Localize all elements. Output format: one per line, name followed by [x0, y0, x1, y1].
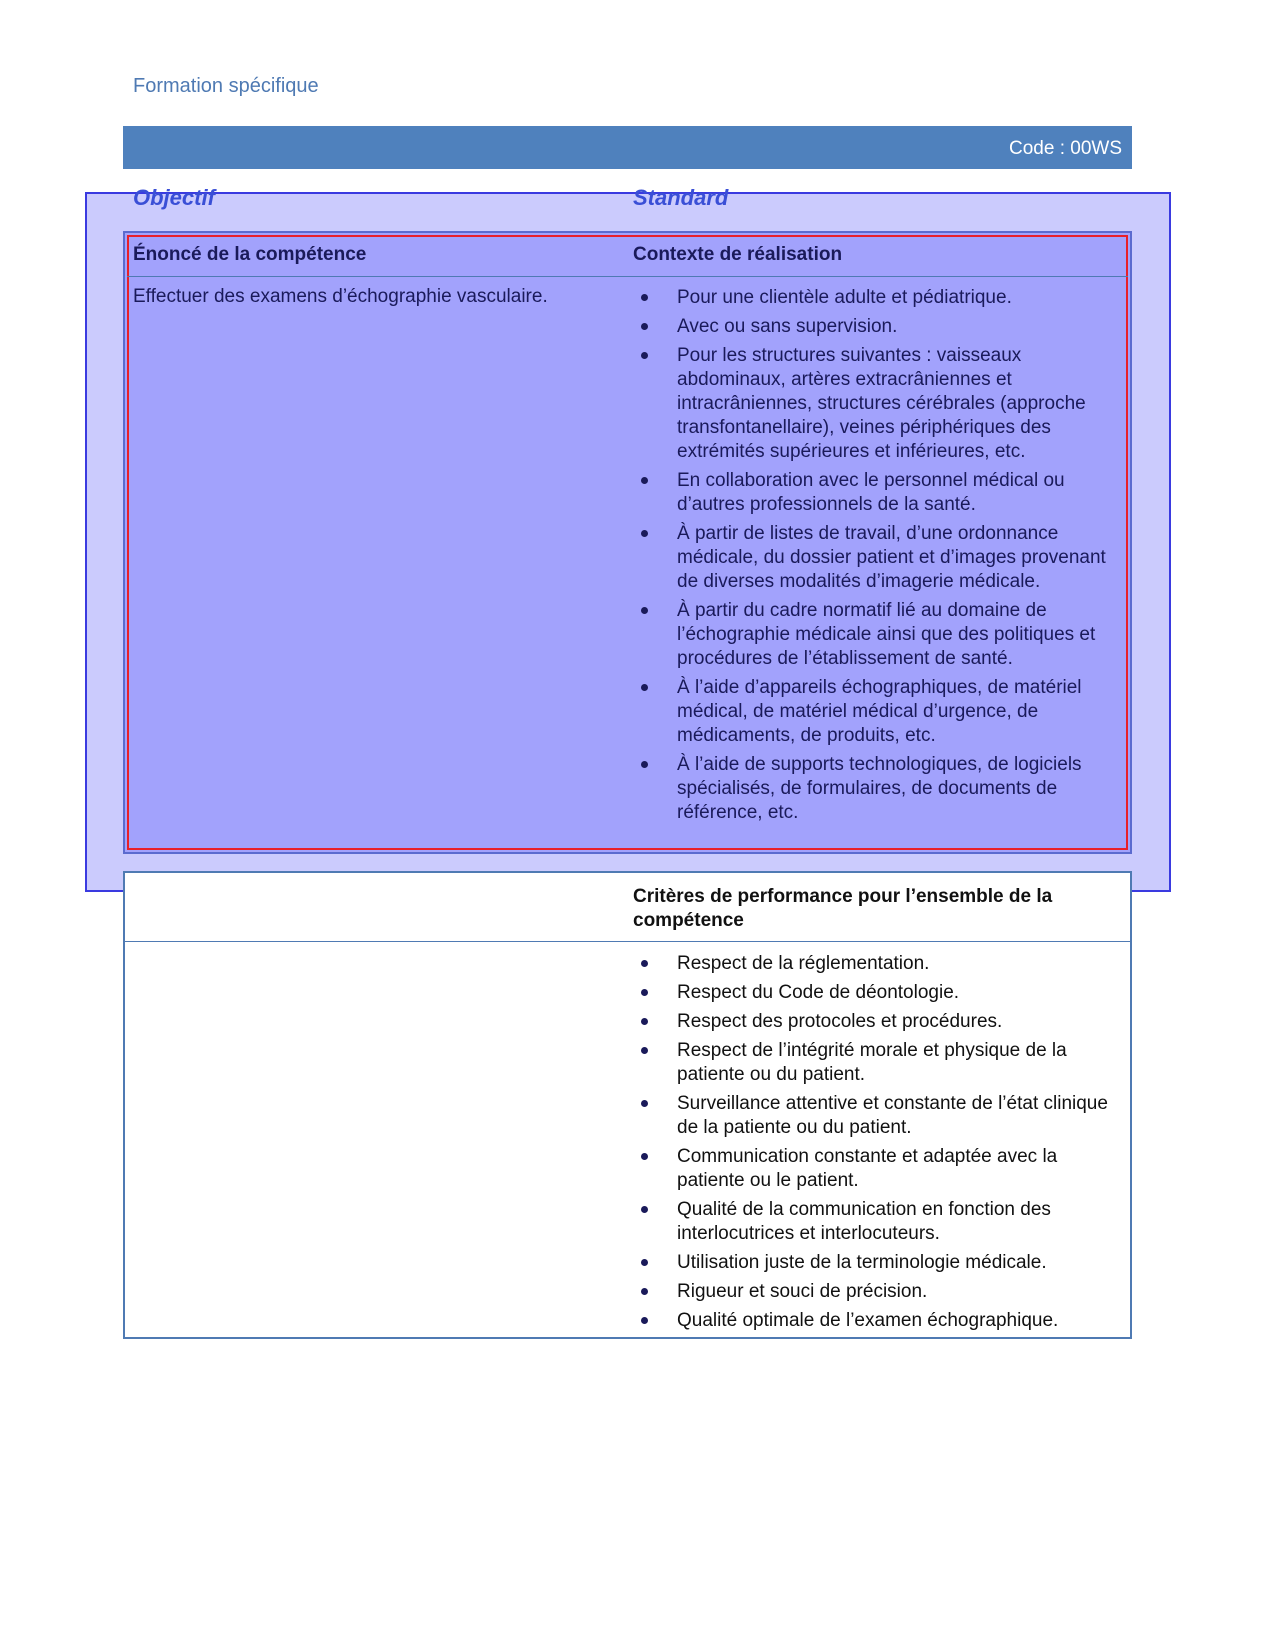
list-item: Utilisation juste de la terminologie médicale. [635, 1251, 1125, 1275]
performance-criteria-list [635, 952, 1125, 1338]
list-item: À l’aide d’appareils échographiques, de matériel médical, de matériel médical d’urgence, de médicaments, de produits, etc. [635, 676, 1125, 748]
bullet-icon [641, 294, 648, 301]
competency-code: Code : 00WS [1009, 138, 1122, 159]
list-item: Communication constante et adaptée avec la patiente ou le patient. [635, 1145, 1125, 1193]
table-header-divider [127, 276, 1128, 277]
context-header: Contexte de réalisation [633, 244, 843, 265]
list-item: Avec ou sans supervision. [635, 315, 1125, 339]
list-item: Pour une clientèle adulte et pédiatrique. [635, 286, 1125, 310]
list-item: Qualité de la communication en fonction des interlocutrices et interlocuteurs. [635, 1198, 1125, 1246]
bullet-icon [641, 323, 648, 330]
context-list [635, 286, 1125, 830]
bullet-icon [641, 352, 648, 359]
criteria-header-divider [125, 941, 1130, 942]
bullet-icon [641, 761, 648, 768]
list-item: Surveillance attentive et constante de l’état clinique de la patiente ou du patient. [635, 1092, 1125, 1140]
bullet-icon [641, 960, 648, 967]
bullet-icon [641, 607, 648, 614]
bullet-icon [641, 684, 648, 691]
list-item: Rigueur et souci de précision. [635, 1280, 1125, 1304]
bullet-icon [641, 477, 648, 484]
bullet-icon [641, 1206, 648, 1213]
list-item: Respect de l’intégrité morale et physique de la patiente ou du patient. [635, 1039, 1125, 1087]
list-item: Respect du Code de déontologie. [635, 981, 1125, 1005]
bullet-icon [641, 1018, 648, 1025]
list-item: Qualité optimale de l’examen échographique. [635, 1309, 1125, 1333]
code-banner [123, 126, 1132, 169]
objective-heading: Objectif [133, 185, 215, 210]
standard-heading: Standard [633, 185, 729, 210]
bullet-icon [641, 1288, 648, 1295]
competence-statement-header: Énoncé de la compétence [133, 244, 367, 265]
bullet-icon [641, 1153, 648, 1160]
list-item: À l’aide de supports technologiques, de logiciels spécialisés, de formulaires, de documents de référence, etc. [635, 753, 1125, 825]
list-item: Respect des protocoles et procédures. [635, 1010, 1125, 1034]
list-item: À partir du cadre normatif lié au domaine de l’échographie médicale ainsi que des politiques et procédures de l’établissement de santé. [635, 599, 1125, 671]
bullet-icon [641, 1047, 648, 1054]
performance-criteria-header: Critères de performance pour l’ensemble de la compétence [633, 886, 1053, 931]
list-item: Pour les structures suivantes : vaisseaux abdominaux, artères extracrâniennes et intracrâniennes, structures cérébrales (approche transfontanellaire), veines périphériques des extrémités supérieures et inférieures, etc. [635, 344, 1125, 464]
competence-statement: Effectuer des examens d’échographie vasculaire. [133, 286, 548, 307]
bullet-icon [641, 1100, 648, 1107]
document-section-label: Formation spécifique [133, 75, 319, 97]
bullet-icon [641, 1259, 648, 1266]
bullet-icon [641, 989, 648, 996]
bullet-icon [641, 1317, 648, 1324]
list-item: En collaboration avec le personnel médical ou d’autres professionnels de la santé. [635, 469, 1125, 517]
bullet-icon [641, 530, 648, 537]
list-item: Respect de la réglementation. [635, 952, 1125, 976]
list-item: À partir de listes de travail, d’une ordonnance médicale, du dossier patient et d’images provenant de diverses modalités d’imagerie médicale. [635, 522, 1125, 594]
